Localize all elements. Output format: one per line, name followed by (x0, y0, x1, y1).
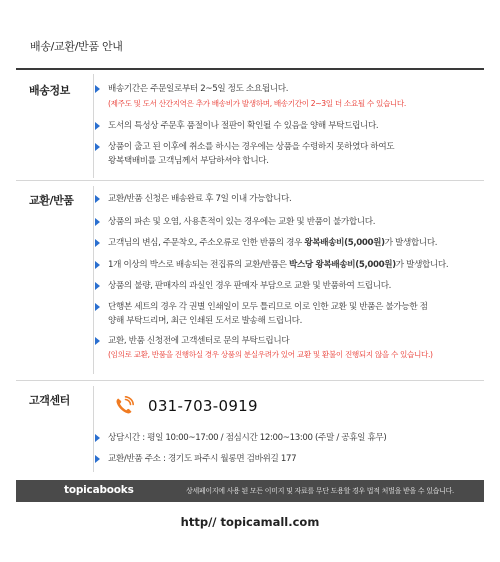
section-divider (16, 180, 484, 181)
exchange-item-7 (108, 334, 486, 348)
exchange-item-1-text: 교환/반품 신청은 배송완료 후 7일 이내 가능합니다. (108, 194, 292, 204)
exchange-item-5 (108, 279, 486, 293)
shipping-item-2-text: 도서의 특성상 주문후 품절이나 절판이 확인될 수 있음을 양해 부탁드립니다. (108, 121, 379, 131)
exchange-item-2 (108, 215, 486, 229)
shipping-item-1-note: (제주도 및 도서 산간지역은 추가 배송비가 발생하며, 배송기간이 2~3일 더 소요될 수 있습니다. (108, 99, 406, 108)
footer-bar (16, 480, 484, 502)
exchange-item-6 (108, 300, 486, 328)
arrow-right-icon (95, 434, 100, 442)
brand-logo-text: topicabooks (64, 484, 134, 496)
support-hours (108, 431, 486, 445)
support-label: 고객센터 (29, 394, 70, 407)
site-url: http// topicamall.com (180, 515, 320, 529)
arrow-right-icon (95, 455, 100, 463)
top-divider (16, 68, 484, 70)
exchange-item-5-text: 상품의 불량, 판매자의 과실인 경우 판매자 부담으로 교환 및 반품하여 드립니다. (108, 281, 392, 291)
arrow-right-icon (95, 337, 100, 345)
support-vertical-divider (93, 386, 94, 472)
exchange-item-4-fee: 박스당 왕복배송비(5,000원) (289, 260, 396, 270)
arrow-right-icon (95, 282, 100, 290)
arrow-right-icon (95, 85, 100, 93)
shipping-vertical-divider (93, 74, 94, 178)
shipping-item-3-line-1: 상품이 출고 된 이후에 취소를 하시는 경우에는 상품을 수령하지 못하였다 하여도 (108, 142, 395, 152)
exchange-vertical-divider (93, 186, 94, 374)
exchange-item-3-text: 고객님의 변심, 주문착오, 주소오류로 인한 반품의 경우 (108, 238, 305, 248)
exchange-item-1 (108, 192, 486, 206)
exchange-item-6-line-2: 양해 부탁드리며, 최근 인쇄된 도서로 발송해 드립니다. (108, 316, 302, 326)
exchange-item-4-suffix: 가 발생합니다. (395, 260, 449, 270)
exchange-item-2-text: 상품의 파손 및 오염, 사용흔적이 있는 경우에는 교환 및 반품이 불가합니다. (108, 217, 376, 227)
copyright-notice: 상세페이지에 사용 된 모든 이미지 및 자료를 무단 도용할 경우 법적 처벌을 받을 수 있습니다. (186, 487, 454, 495)
arrow-right-icon (95, 122, 100, 130)
shipping-label: 배송정보 (29, 84, 70, 97)
support-address (108, 452, 486, 466)
arrow-right-icon (95, 195, 100, 203)
phone-icon (112, 394, 136, 418)
arrow-right-icon (95, 261, 100, 269)
support-address-text: 교환/반품 주소 : 경기도 파주시 월롱면 검바위길 177 (108, 454, 297, 464)
support-hours-text: 상담시간 : 평일 10:00~17:00 / 점심시간 12:00~13:00 (주말 / 공휴일 휴무) (108, 433, 387, 443)
section-divider (16, 380, 484, 381)
shipping-item-1 (108, 82, 486, 96)
exchange-item-4 (108, 258, 486, 272)
arrow-right-icon (95, 218, 100, 226)
page-title: 배송/교환/반품 안내 (30, 40, 123, 53)
exchange-item-7-note: (임의로 교환, 반품을 진행하실 경우 상품의 분실우려가 있어 교환 및 환불이 진행되지 않을 수 있습니다.) (108, 350, 433, 359)
shipping-item-3 (108, 140, 486, 168)
shipping-item-1-text: 배송기간은 주문일로부터 2~5일 정도 소요됩니다. (108, 84, 289, 94)
shipping-item-2 (108, 119, 486, 133)
arrow-right-icon (95, 303, 100, 311)
support-phone-number: 031-703-0919 (148, 397, 258, 415)
exchange-label: 교환/반품 (29, 194, 74, 207)
exchange-item-7-text: 교환, 반품 신청전에 고객센터로 문의 부탁드립니다 (108, 336, 290, 346)
exchange-item-3-fee: 왕복배송비(5,000원) (304, 238, 385, 248)
exchange-item-4-text: 1개 이상의 박스로 배송되는 전집류의 교환/반품은 (108, 260, 289, 270)
arrow-right-icon (95, 143, 100, 151)
exchange-item-6-line-1: 단행본 세트의 경우 각 권별 인쇄일이 모두 틀리므로 이로 인한 교환 및 반품은 불가능한 점 (108, 302, 428, 312)
shipping-item-3-line-2: 왕복택배비를 고객님께서 부담하셔야 합니다. (108, 156, 269, 166)
exchange-item-3-suffix: 가 발생합니다. (384, 238, 438, 248)
arrow-right-icon (95, 239, 100, 247)
exchange-item-3 (108, 236, 486, 250)
